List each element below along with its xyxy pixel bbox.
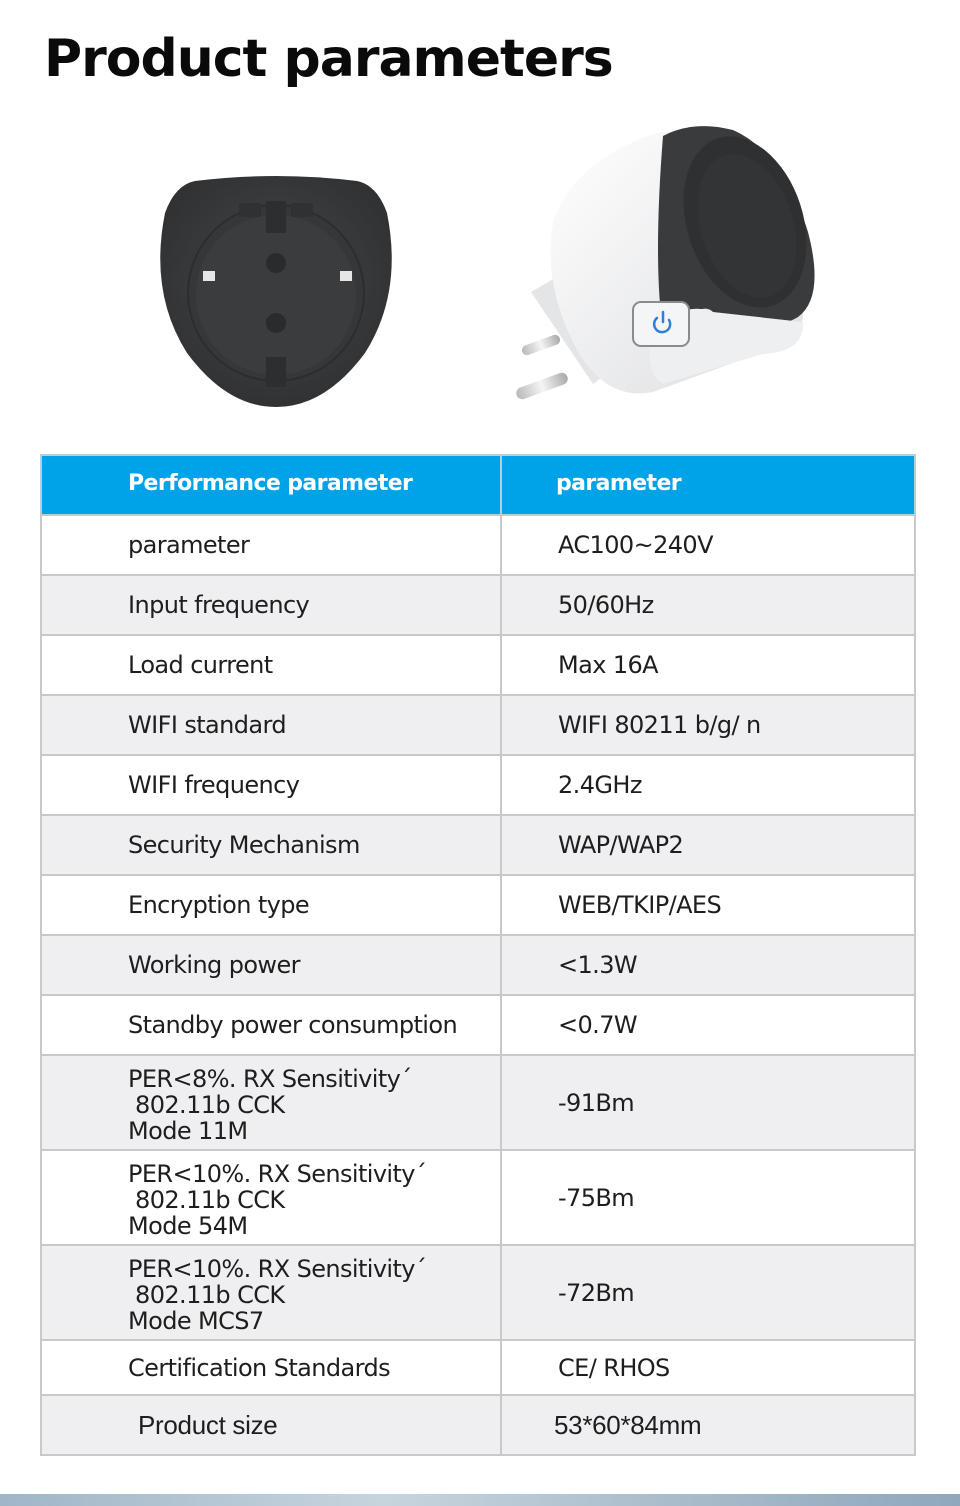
- column-header-performance-parameter: Performance parameter: [41, 455, 501, 515]
- row-value: WIFI 80211 b/g/ n: [501, 695, 915, 755]
- row-label: PER<8%. RX Sensitivityˊ 802.11b CCK Mode 11M: [41, 1055, 501, 1150]
- bottom-decorative-strip: [0, 1494, 960, 1506]
- table-row: [41, 695, 915, 755]
- row-label: Working power: [41, 935, 501, 995]
- smart-plug-front-illustration: [155, 173, 397, 407]
- product-image-front: [155, 173, 397, 407]
- row-value: Max 16A: [501, 635, 915, 695]
- product-image-side: [513, 122, 823, 412]
- row-value: 50/60Hz: [501, 575, 915, 635]
- table-row: [41, 1245, 915, 1340]
- row-value: WAP/WAP2: [501, 815, 915, 875]
- column-header-parameter: parameter: [501, 455, 915, 515]
- row-value: -72Bm: [501, 1245, 915, 1340]
- smart-plug-side-illustration: [513, 122, 823, 412]
- row-label: Standby power consumption: [41, 995, 501, 1055]
- page-title: Product parameters: [44, 29, 613, 89]
- table-row: [41, 995, 915, 1055]
- row-value: WEB/TKIP/AES: [501, 875, 915, 935]
- table-row: [41, 815, 915, 875]
- table-row: [41, 575, 915, 635]
- table-header-row: [41, 455, 915, 515]
- row-label: Certification Standards: [41, 1340, 501, 1395]
- row-value: CE/ RHOS: [501, 1340, 915, 1395]
- row-label: Input frequency: [41, 575, 501, 635]
- table-row: [41, 935, 915, 995]
- table-row: [41, 635, 915, 695]
- row-label: PER<10%. RX Sensitivityˊ 802.11b CCK Mode 54M: [41, 1150, 501, 1245]
- row-label: PER<10%. RX Sensitivityˊ 802.11b CCK Mode MCS7: [41, 1245, 501, 1340]
- row-label: Load current: [41, 635, 501, 695]
- row-value: 2.4GHz: [501, 755, 915, 815]
- row-label: WIFI frequency: [41, 755, 501, 815]
- table-row: [41, 1150, 915, 1245]
- spec-table: [40, 454, 916, 1456]
- row-label: WIFI standard: [41, 695, 501, 755]
- table-row: [41, 1340, 915, 1395]
- row-value: -91Bm: [501, 1055, 915, 1150]
- table-row: [41, 1055, 915, 1150]
- row-value: <1.3W: [501, 935, 915, 995]
- table-row: [41, 755, 915, 815]
- row-value: 53*60*84mm: [501, 1395, 915, 1455]
- row-value: -75Bm: [501, 1150, 915, 1245]
- table-row: [41, 515, 915, 575]
- power-button-illustration: [633, 302, 689, 346]
- row-value: AC100~240V: [501, 515, 915, 575]
- table-row: [41, 875, 915, 935]
- row-label: parameter: [41, 515, 501, 575]
- row-label: Security Mechanism: [41, 815, 501, 875]
- row-label: Product size: [41, 1395, 501, 1455]
- table-row: [41, 1395, 915, 1455]
- row-label: Encryption type: [41, 875, 501, 935]
- row-value: <0.7W: [501, 995, 915, 1055]
